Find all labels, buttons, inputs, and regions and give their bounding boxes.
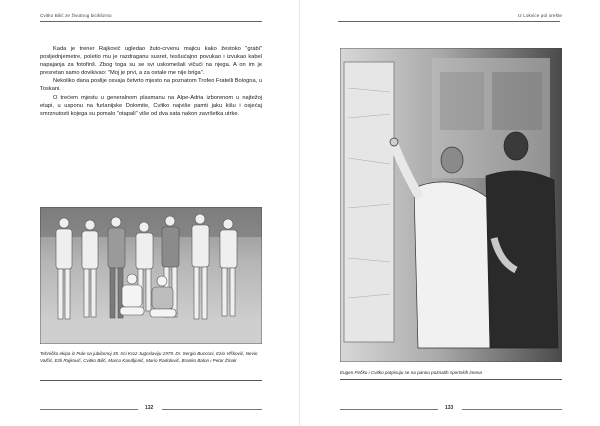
caption-rule-left <box>40 380 262 381</box>
caption-rule-right <box>340 379 562 380</box>
body-text <box>40 45 262 118</box>
page-number-left: 132 <box>145 405 154 411</box>
footer-rule-right-b <box>462 409 562 410</box>
footer-rule-right-a <box>340 409 438 410</box>
group-photo <box>40 207 262 344</box>
paragraph-3: O trećem mjestu u generalnom plasmanu na Alpe-Adria izborenom u najtežoj etapi, u usponu na furlanijske Dolomite, Cvitko najviše pamti jaku kišu i osjećaj smrznutosti kojega su pomalo "otapali" više od dva sata nakon završetka utrke. <box>40 94 262 117</box>
signing-photo <box>340 48 562 362</box>
header-rule-right <box>338 21 560 22</box>
running-head-right: Iz Lokvice pol orešte <box>518 13 562 18</box>
page-number-right: 133 <box>445 405 454 411</box>
paragraph-1: Kada je trener Rajković ugledao žuto-crvenu majicu kako žestoko "grabi" posljednjemetre, poletio mu je razdraganu susret, tesšućajno povukao i izvukao kabel napajanja za fotofinš. Zbog toga su se svi uskomešali vičući na njega. A on im je presretan samo dovikivao: "Moj je prvi, a za ostale me nije briga". <box>40 46 262 77</box>
right-page <box>300 0 600 426</box>
signing-photo-illustration <box>340 48 562 362</box>
footer-rule-left-b <box>162 409 262 410</box>
footer-rule-left-a <box>40 409 138 410</box>
header-rule-left <box>40 21 262 22</box>
photo-caption-right: Eugen Pirčko i Cvitko potpisuju se na panou poznatih sportskih imena <box>340 370 482 375</box>
photo-caption-left: Tehnička ekipa iz Pule na jubilarnoj 35. trci Kroz Jugoslaviju 1979. Dr. Sergio Bucconi, Ezio Vlšković, Nevio Valčić, Ezli Rajković, Cvitko Bilić, Marco Kandljonić, Mario Radolović, Branko Balon i Petar Žmak <box>40 351 258 363</box>
paragraph-2: Nekoliko dana poslije osvaja četvrto mjesto na poznatom Trofeo Fratelli Bologna, u Toskani. <box>40 78 262 93</box>
running-head-left: Cvitko Bilić ze životnog biciklizmo <box>40 13 112 18</box>
group-photo-illustration <box>40 207 262 344</box>
